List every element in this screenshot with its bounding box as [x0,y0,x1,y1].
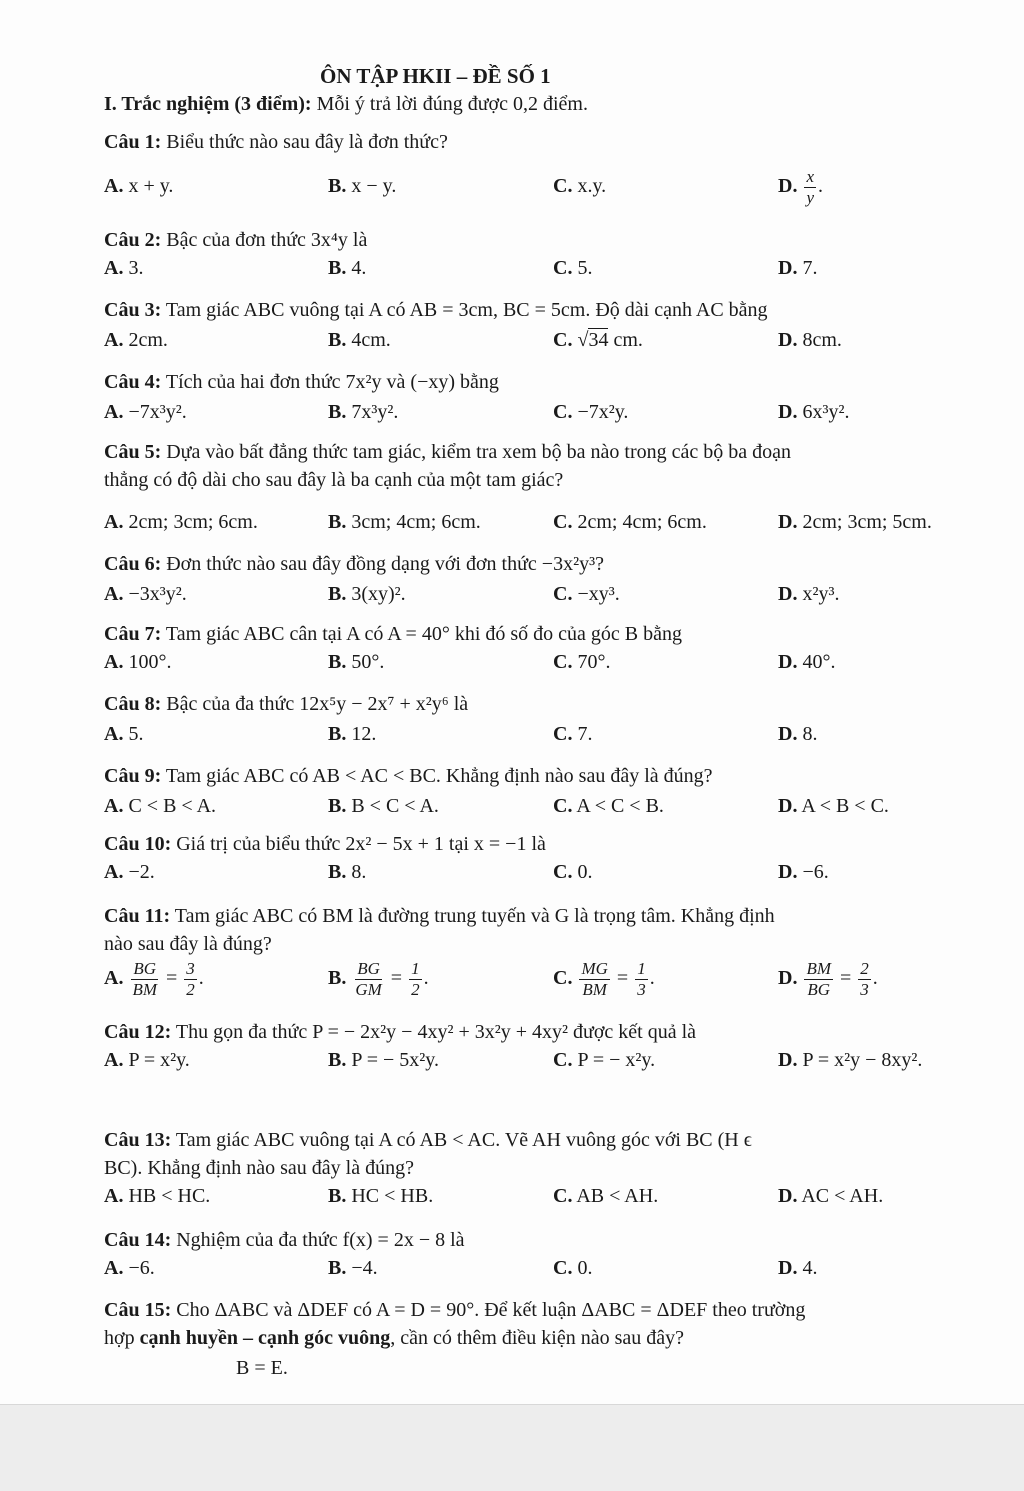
question-15-answer-line: B = E. [236,1357,288,1379]
question-13-continued: BC). Khẳng định nào sau đây là đúng? [104,1157,414,1179]
option-a: A. 5. [104,723,144,745]
page-title: ÔN TẬP HKII – ĐỀ SỐ 1 [320,64,551,88]
option-d: D. $\frac{BM}{BG}$ = $\frac{2}{3}$ . [778,958,878,999]
option-d: D. AC < AH. [778,1185,884,1207]
question-7: Câu 7: Tam giác ABC cân tại A có A = 40° khi đó số đo của góc B bằng [104,623,683,645]
fraction: $\frac{1}{3}$ [637,958,646,999]
option-b: B. x − y. [328,175,397,197]
option-a: A. −3x³y². [104,583,187,605]
option-d: D. 4. [778,1257,818,1279]
option-b: B. −4. [328,1257,378,1279]
option-c: C. −xy³. [553,583,620,605]
option-b: B. P = − 5x²y. [328,1049,439,1071]
question-12: Câu 12: Thu gọn đa thức P = − 2x²y − 4xy² + 3x²y + 4xy² được kết quả là [104,1021,697,1043]
option-c: C. √34 cm. [553,329,643,351]
option-d: D. 40°. [778,651,836,673]
question-8: Câu 8: Bậc của đa thức 12x⁵y − 2x⁷ + x²y⁶ là [104,693,469,715]
fraction: $\frac{MG}{BM}$ [581,958,608,999]
option-c: C. 70°. [553,651,611,673]
question-5: Câu 5: Dựa vào bất đẳng thức tam giác, kiểm tra xem bộ ba nào trong các bộ ba đoạn [104,441,792,463]
page-bottom-margin [0,1404,1024,1491]
option-a: A. −6. [104,1257,155,1279]
option-d: D. 8cm. [778,329,842,351]
option-b: B. 4cm. [328,329,391,351]
option-a: A. 3. [104,257,144,279]
square-root: 34 [588,329,609,351]
option-c: C. 5. [553,257,593,279]
question-11-continued: nào sau đây là đúng? [104,933,272,955]
option-b: B. HC < HB. [328,1185,434,1207]
section-heading [104,92,588,116]
option-c: C. A < C < B. [553,795,664,817]
option-c: C. −7x²y. [553,401,629,423]
option-a: A. 100°. [104,651,172,673]
option-a: A. C < B < A. [104,795,217,817]
fraction: $\frac{BM}{BG}$ [806,958,831,999]
option-b: B. 8. [328,861,367,883]
option-c: C. x.y. [553,175,607,197]
question-4: Câu 4: Tích của hai đơn thức 7x²y và (−xy) bằng [104,371,499,393]
option-d: D. $\frac{x}{y}$ . [778,166,823,207]
option-a: A. −7x³y². [104,401,187,423]
option-c: C. AB < AH. [553,1185,659,1207]
question-6: Câu 6: Đơn thức nào sau đây đồng dạng với đơn thức −3x²y³? [104,553,604,575]
option-d: D. x²y³. [778,583,840,605]
option-a: A. P = x²y. [104,1049,190,1071]
option-a: A. 2cm. [104,329,168,351]
question-1 [104,130,448,154]
option-c: C. 0. [553,1257,593,1279]
option-b: B. 50°. [328,651,385,673]
question-3: Câu 3: Tam giác ABC vuông tại A có AB = 3cm, BC = 5cm. Độ dài cạnh AC bằng [104,299,768,321]
question-15-continued: hợp cạnh huyền – cạnh góc vuông, cần có thêm điều kiện nào sau đây? [104,1327,684,1349]
option-b: B. 3cm; 4cm; 6cm. [328,511,481,533]
option-b: B. $\frac{BG}{GM}$ = $\frac{1}{2}$ . [328,958,429,999]
section-note: Mỗi ý trả lời đúng được 0,2 điểm. [311,93,588,115]
option-d: D. P = x²y − 8xy². [778,1049,923,1071]
option-d: D. 7. [778,257,818,279]
option-b: B. 4. [328,257,367,279]
option-a: A. x + y. [104,175,174,197]
question-11: Câu 11: Tam giác ABC có BM là đường trung tuyến và G là trọng tâm. Khẳng định [104,905,775,927]
question-9: Câu 9: Tam giác ABC có AB < AC < BC. Khẳng định nào sau đây là đúng? [104,765,713,787]
section-title: I. Trắc nghiệm (3 điểm): [104,93,312,115]
question-14: Câu 14: Nghiệm của đa thức f(x) = 2x − 8 là [104,1229,465,1251]
option-b: B. 3(xy)². [328,583,406,605]
question-15: Câu 15: Cho ΔABC và ΔDEF có A = D = 90°. Để kết luận ΔABC = ΔDEF theo trường [104,1299,806,1321]
option-a: A. 2cm; 3cm; 6cm. [104,511,258,533]
option-a: A. −2. [104,861,155,883]
question-2: Câu 2: Bậc của đơn thức 3x⁴y là [104,229,368,251]
option-a: A. HB < HC. [104,1185,211,1207]
option-b: B. 7x³y². [328,401,399,423]
option-c: C. 0. [553,861,593,883]
option-d: D. 2cm; 3cm; 5cm. [778,511,932,533]
question-10: Câu 10: Giá trị của biểu thức 2x² − 5x + 1 tại x = −1 là [104,833,546,855]
option-d: D. 8. [778,723,818,745]
option-d: D. −6. [778,861,829,883]
option-b: B. B < C < A. [328,795,439,817]
option-c: C. $\frac{MG}{BM}$ = $\frac{1}{3}$ . [553,958,655,999]
question-13: Câu 13: Tam giác ABC vuông tại A có AB < AC. Vẽ AH vuông góc với BC (H ϵ [104,1129,752,1151]
option-d: D. 6x³y². [778,401,850,423]
question-text: Biểu thức nào sau đây là đơn thức? [161,131,448,153]
fraction: $\frac{1}{2}$ [411,958,420,999]
fraction: $\frac{BG}{GM}$ [355,958,382,999]
option-d: D. A < B < C. [778,795,889,817]
question-label: Câu 1: [104,131,162,153]
option-b: B. 12. [328,723,377,745]
option-c: C. P = − x²y. [553,1049,656,1071]
fraction: $\frac{BG}{BM}$ [132,958,157,999]
fraction: $\frac{3}{2}$ [186,958,195,999]
question-5-continued: thẳng có độ dài cho sau đây là ba cạnh của một tam giác? [104,469,564,491]
option-a: A. $\frac{BG}{BM}$ = $\frac{3}{2}$ . [104,958,204,999]
option-c: C. 2cm; 4cm; 6cm. [553,511,707,533]
fraction: $\frac{x}{y}$ [806,166,814,207]
fraction: $\frac{2}{3}$ [860,958,869,999]
option-c: C. 7. [553,723,593,745]
